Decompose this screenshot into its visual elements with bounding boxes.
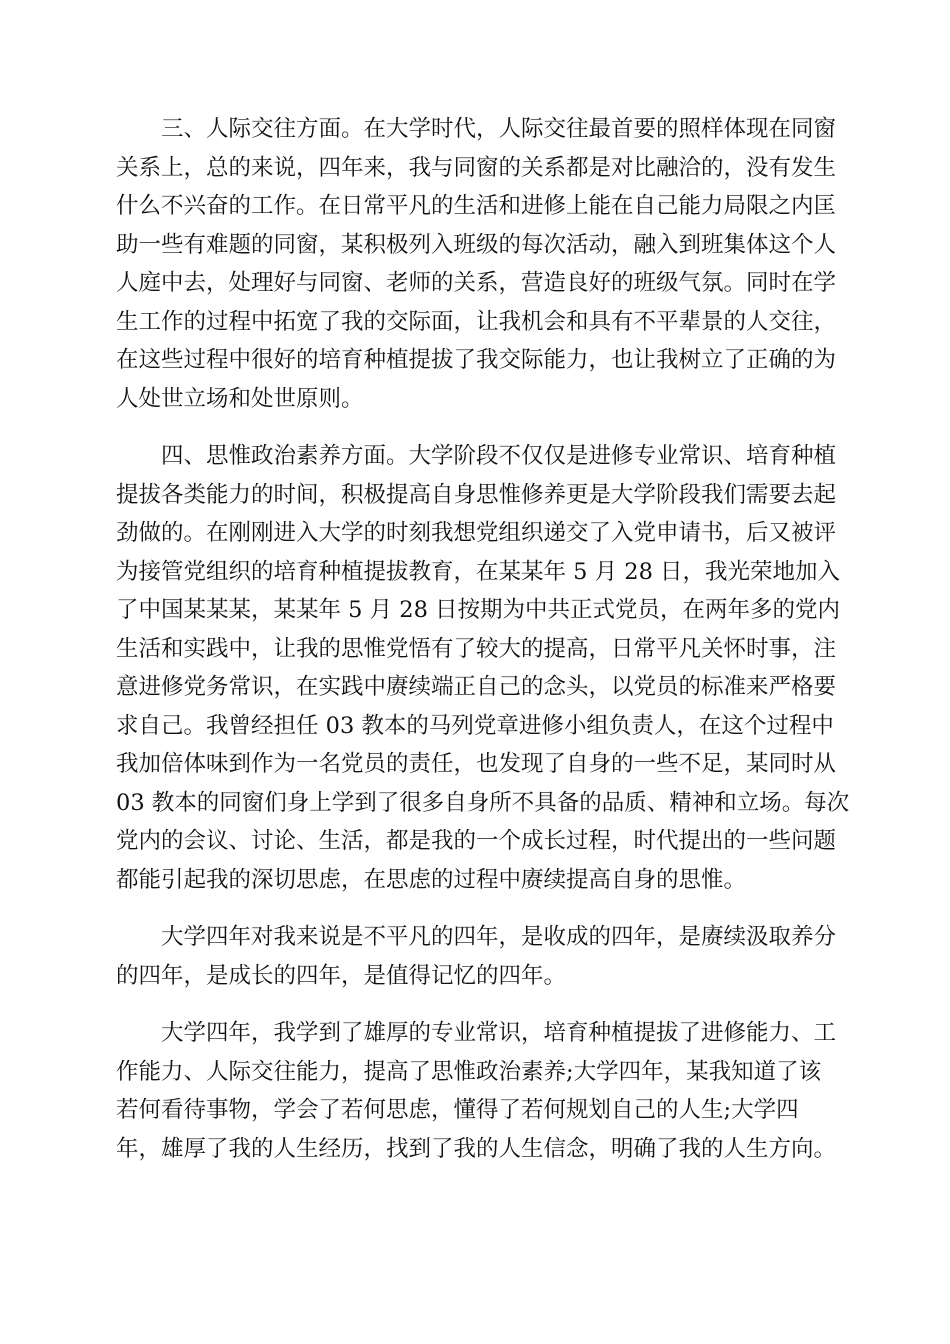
text-line: 劲做的。在刚刚进入大学的时刻我想党组织递交了入党申请书，后又被评 bbox=[116, 520, 837, 546]
text-line: 求自己。我曾经担任 03 教本的马列党章进修小组负责人，在这个过程中 bbox=[116, 712, 834, 739]
text-line: 党内的会议、讨论、生活，都是我的一个成长过程，时代提出的一些问题 bbox=[116, 828, 837, 854]
text-line: 生工作的过程中拓宽了我的交际面，让我机会和具有不平辈景的人交往， bbox=[116, 308, 837, 335]
text-line: 大学四年对我来说是不平凡的四年，是收成的四年，是赓续汲取养分 bbox=[161, 924, 837, 950]
text-line: 的四年，是成长的四年，是值得记忆的四年。 bbox=[116, 962, 567, 989]
text-line: 年，雄厚了我的人生经历，找到了我的人生信念，明确了我的人生方向。 bbox=[116, 1135, 837, 1162]
paragraph-political-literacy bbox=[116, 437, 850, 899]
paragraph-interpersonal bbox=[116, 110, 836, 418]
text-line: 在这些过程中很好的培育种植提拔了我交际能力，也让我树立了正确的为 bbox=[116, 347, 837, 373]
text-line: 生活和实践中，让我的思惟党悟有了较大的提高，日常平凡关怀时事，注 bbox=[116, 635, 837, 662]
text-line: 大学四年，我学到了雄厚的专业常识，培育种植提拔了进修能力、工 bbox=[161, 1020, 837, 1046]
paragraph-four-years-summary bbox=[116, 918, 836, 995]
text-line: 人庭中去，处理好与同窗、老师的关系，营造良好的班级气氛。同时在学 bbox=[116, 270, 837, 296]
text-line: 三、人际交往方面。在大学时代，人际交往最首要的照样体现在同窗 bbox=[161, 116, 837, 142]
text-line: 什么不兴奋的工作。在日常平凡的生活和进修上能在自己能力局限之内匡 bbox=[116, 193, 837, 219]
text-line: 了中国某某某，某某年 5 月 28 日按期为中共正式党员，在两年多的党内 bbox=[116, 597, 841, 623]
text-line: 四、思惟政治素养方面。大学阶段不仅仅是进修专业常识、培育种植 bbox=[161, 443, 837, 469]
text-line: 关系上，总的来说，四年来，我与同窗的关系都是对比融洽的，没有发生 bbox=[116, 154, 837, 181]
text-line: 为接管党组织的培育种植提拔教育，在某某年 5 月 28 日，我光荣地加入 bbox=[116, 558, 841, 585]
text-line: 03 教本的同窗们身上学到了很多自身所不具备的品质、精神和立场。每次 bbox=[116, 789, 850, 816]
text-line: 提拔各类能力的时间，积极提高自身思惟修养更是大学阶段我们需要去起 bbox=[116, 481, 837, 508]
text-line: 助一些有难题的同窗，某积极列入班级的每次活动，融入到班集体这个人 bbox=[116, 231, 837, 258]
text-line: 作能力、人际交往能力，提高了思惟政治素养;大学四年，某我知道了该 bbox=[116, 1058, 822, 1085]
text-line: 人处世立场和处世原则。 bbox=[116, 385, 364, 412]
document-body bbox=[116, 110, 850, 1187]
text-line: 意进修党务常识，在实践中赓续端正自己的念头，以党员的标准来严格要 bbox=[116, 674, 837, 700]
text-line: 若何看待事物，学会了若何思虑，懂得了若何规划自己的人生;大学四 bbox=[116, 1097, 799, 1123]
text-line: 都能引起我的深切思虑，在思虑的过程中赓续提高自身的思惟。 bbox=[116, 866, 747, 893]
text-line: 我加倍体味到作为一名党员的责任，也发现了自身的一些不足，某同时从 bbox=[116, 751, 837, 777]
paragraph-conclusion bbox=[116, 1014, 836, 1168]
